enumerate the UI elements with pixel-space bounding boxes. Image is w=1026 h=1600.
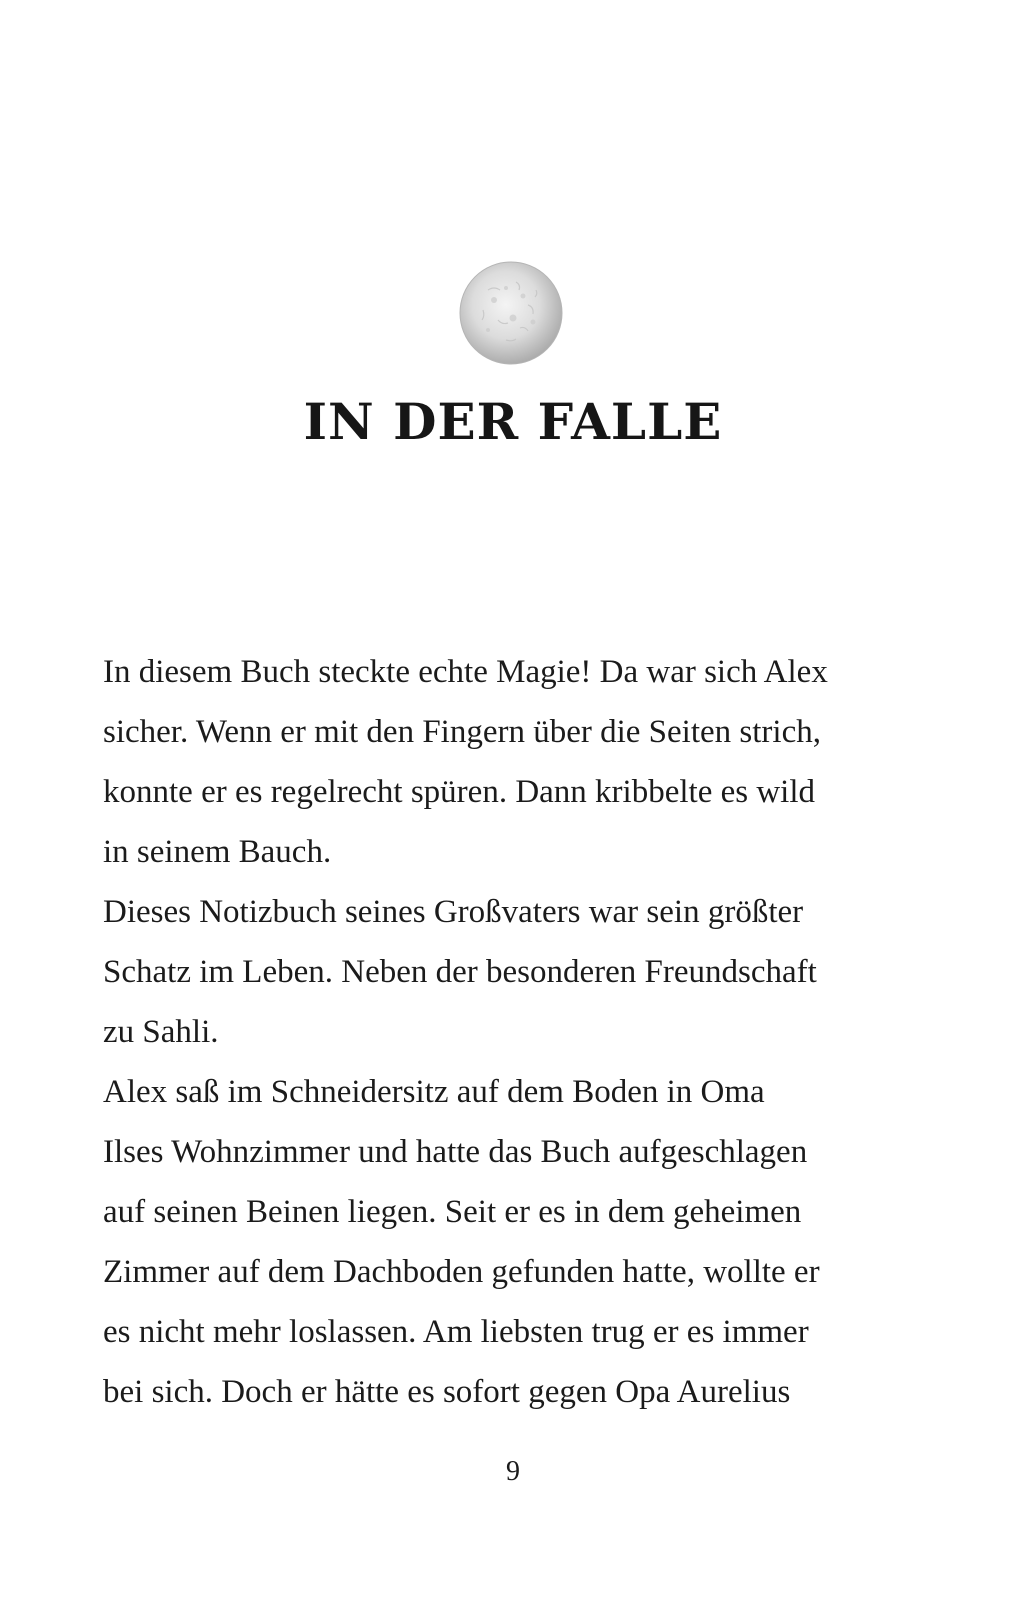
text-line: Schatz im Leben. Neben der besonderen Freundschaft (103, 954, 817, 990)
text-line: auf seinen Beinen liegen. Seit er es in dem geheimen (103, 1194, 802, 1230)
body-text (103, 642, 943, 1422)
text-line: Dieses Notizbuch seines Großvaters war sein größter (103, 894, 804, 930)
text-line: Alex saß im Schneidersitz auf dem Boden in Oma (103, 1074, 765, 1110)
text-line: In diesem Buch steckte echte Magie! Da war sich Alex (103, 654, 828, 690)
moon-icon (458, 260, 564, 366)
text-line: sicher. Wenn er mit den Fingern über die Seiten strich, (103, 714, 821, 750)
text-line: Zimmer auf dem Dachboden gefunden hatte, wollte er (103, 1254, 820, 1290)
text-line: Ilses Wohnzimmer und hatte das Buch aufgeschlagen (103, 1134, 808, 1170)
text-line: in seinem Bauch. (103, 834, 332, 870)
text-line: es nicht mehr loslassen. Am liebsten trug er es immer (103, 1314, 809, 1350)
page-number: 9 (506, 1456, 520, 1487)
text-line: konnte er es regelrecht spüren. Dann kribbelte es wild (103, 774, 815, 810)
text-line: zu Sahli. (103, 1014, 219, 1050)
chapter-title: IN DER FALLE (303, 392, 723, 451)
text-line: bei sich. Doch er hätte es sofort gegen Opa Aurelius (103, 1374, 791, 1410)
